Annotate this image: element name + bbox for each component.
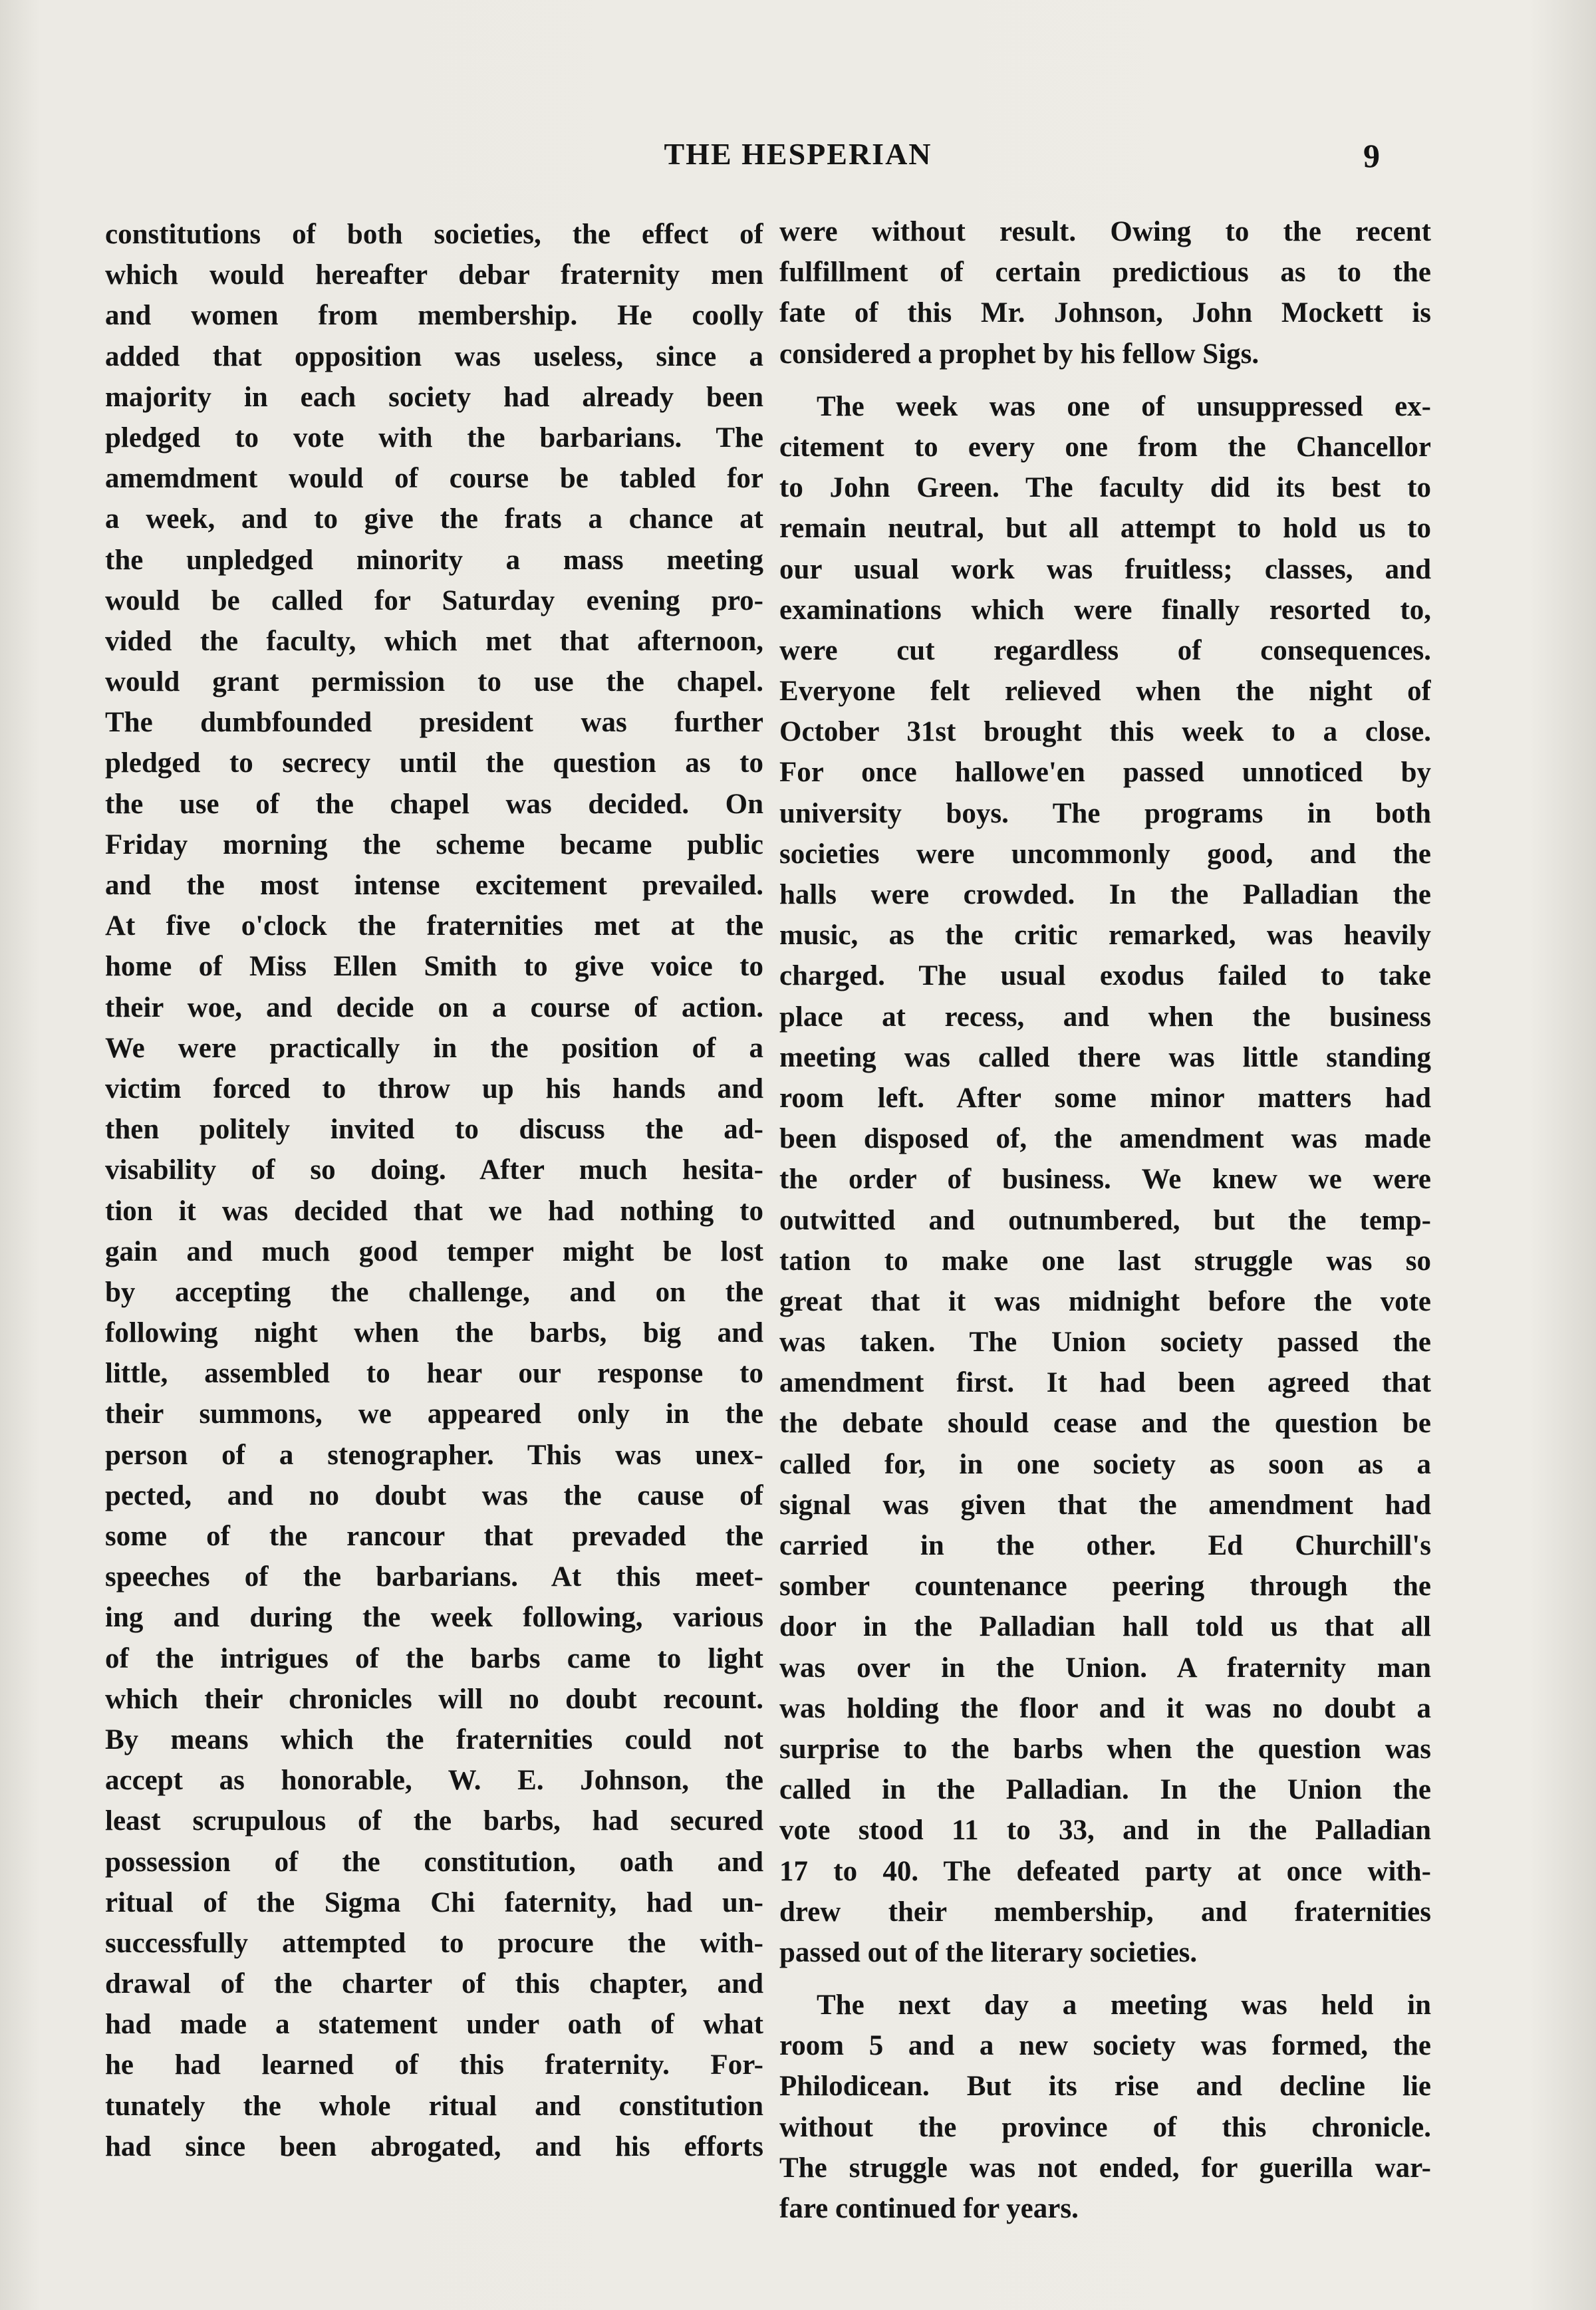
- text-line: Friday morning the scheme became public: [105, 829, 763, 860]
- text-line: successfully attempted to procure the with-: [105, 1927, 763, 1959]
- text-line: the unpledged minority a mass meeting: [105, 544, 763, 576]
- text-line: our usual work was fruitless; classes, and: [779, 553, 1431, 585]
- text-line: without the province of this chronicle.: [779, 2111, 1431, 2143]
- text-line: We were practically in the position of a: [105, 1032, 763, 1064]
- text-line: were cut regardless of consequences.: [779, 634, 1431, 666]
- text-line: would be called for Saturday evening pro-: [105, 584, 763, 616]
- text-line: were without result. Owing to the recent: [779, 216, 1431, 247]
- text-line: visability of so doing. After much hesita-: [105, 1154, 763, 1186]
- text-line: pledged to vote with the barbarians. The: [105, 422, 763, 453]
- text-line: Everyone felt relieved when the night of: [779, 676, 1431, 707]
- text-line: surprise to the barbs when the question was: [779, 1733, 1431, 1765]
- text-line: remain neutral, but all attempt to hold us to: [779, 513, 1431, 545]
- text-line: pected, and no doubt was the cause of: [105, 1479, 763, 1511]
- text-line: societies were uncommonly good, and the: [779, 838, 1431, 870]
- text-line: fulfillment of certain predictious as to the: [779, 257, 1431, 289]
- text-line: considered a prophet by his fellow Sigs.: [779, 338, 1260, 370]
- text-line: following night when the barbs, big and: [105, 1317, 763, 1349]
- text-line: ing and during the week following, various: [105, 1602, 763, 1634]
- text-line: possession of the constitution, oath and: [105, 1846, 763, 1878]
- text-line: which would hereafter debar fraternity men: [105, 259, 763, 291]
- text-line: 17 to 40. The defeated party at once with-: [779, 1855, 1431, 1887]
- text-line: fare continued for years.: [779, 2193, 1079, 2224]
- text-line: was over in the Union. A fraternity man: [779, 1652, 1431, 1684]
- text-line: home of Miss Ellen Smith to give voice to: [105, 951, 763, 983]
- text-line: meeting was called there was little standing: [779, 1041, 1431, 1073]
- text-line: was taken. The Union society passed the: [779, 1327, 1431, 1358]
- text-line: constitutions of both societies, the effect of: [105, 219, 763, 250]
- text-line: the debate should cease and the question be: [779, 1408, 1431, 1440]
- text-line: had since been abrogated, and his efforts: [105, 2130, 763, 2162]
- journal-title: THE HESPERIAN: [664, 137, 932, 171]
- text-line: charged. The usual exodus failed to take: [779, 960, 1431, 992]
- text-line: which their chronicles will no doubt recount.: [105, 1683, 763, 1715]
- text-line: pledged to secrecy until the question as to: [105, 747, 763, 779]
- text-line: Philodicean. But its rise and decline lie: [779, 2071, 1431, 2103]
- text-line: by accepting the challenge, and on the: [105, 1276, 763, 1308]
- text-line: outwitted and outnumbered, but the temp-: [779, 1204, 1431, 1236]
- text-line: The struggle was not ended, for guerilla war-: [779, 2152, 1431, 2184]
- text-line: been disposed of, the amendment was made: [779, 1123, 1431, 1155]
- text-line: fate of this Mr. Johnson, John Mockett is: [779, 297, 1431, 329]
- text-line: tunately the whole ritual and constitution: [105, 2090, 763, 2122]
- text-line: October 31st brought this week to a close.: [779, 716, 1431, 748]
- text-line: The week was one of unsuppressed ex-: [817, 390, 1431, 422]
- text-line: drew their membership, and fraternities: [779, 1896, 1431, 1928]
- text-line: gain and much good temper might be lost: [105, 1235, 763, 1267]
- text-line: tation to make one last struggle was so: [779, 1245, 1431, 1277]
- text-line: passed out of the literary societies.: [779, 1936, 1198, 1968]
- text-line: room 5 and a new society was formed, the: [779, 2030, 1431, 2062]
- text-line: The next day a meeting was held in: [817, 1989, 1431, 2021]
- text-line: ritual of the Sigma Chi faternity, had un-: [105, 1886, 763, 1918]
- text-line: vided the faculty, which met that afternoon,: [105, 625, 763, 657]
- text-line: great that it was midnight before the vote: [779, 1285, 1431, 1317]
- text-line: then politely invited to discuss the ad-: [105, 1114, 763, 1146]
- text-line: added that opposition was useless, since a: [105, 340, 763, 372]
- text-line: the order of business. We knew we were: [779, 1164, 1431, 1196]
- running-header: [0, 136, 1596, 190]
- text-line: amemdment would of course be tabled for: [105, 463, 763, 495]
- text-line: accept as honorable, W. E. Johnson, the: [105, 1765, 763, 1797]
- text-line: had made a statement under oath of what: [105, 2009, 763, 2041]
- text-line: amendment first. It had been agreed that: [779, 1367, 1431, 1399]
- text-line: signal was given that the amendment had: [779, 1489, 1431, 1521]
- text-line: was holding the floor and it was no doubt a: [779, 1692, 1431, 1724]
- paragraph: [105, 214, 763, 2167]
- text-line: and women from membership. He coolly: [105, 300, 763, 332]
- text-line: room left. After some minor matters had: [779, 1082, 1431, 1114]
- text-line: door in the Palladian hall told us that all: [779, 1611, 1431, 1643]
- paragraph-gap: [779, 374, 1431, 386]
- text-line: and the most intense excitement prevailed.: [105, 870, 763, 901]
- text-line: majority in each society had already been: [105, 381, 763, 413]
- text-line: called in the Palladian. In the Union the: [779, 1774, 1431, 1806]
- paragraph: [779, 211, 1431, 374]
- text-line: victim forced to throw up his hands and: [105, 1073, 763, 1104]
- text-line: least scrupulous of the barbs, had secured: [105, 1805, 763, 1837]
- text-line: to John Green. The faculty did its best to: [779, 472, 1431, 504]
- text-line: examinations which were finally resorted to,: [779, 594, 1431, 626]
- text-line: The dumbfounded president was further: [105, 707, 763, 739]
- text-line: place at recess, and when the business: [779, 1001, 1431, 1033]
- text-line: citement to every one from the Chancellor: [779, 431, 1431, 463]
- page-number: 9: [1363, 137, 1380, 174]
- text-line: their summons, we appeared only in the: [105, 1398, 763, 1430]
- text-line: little, assembled to hear our response to: [105, 1358, 763, 1390]
- text-line: halls were crowded. In the Palladian the: [779, 879, 1431, 910]
- text-line: At five o'clock the fraternities met at the: [105, 910, 763, 942]
- text-line: a week, and to give the frats a chance at: [105, 503, 763, 535]
- right-column: [779, 211, 1431, 2229]
- text-line: speeches of the barbarians. At this meet-: [105, 1561, 763, 1593]
- text-line: vote stood 11 to 33, and in the Palladian: [779, 1815, 1431, 1847]
- text-line: carried in the other. Ed Churchill's: [779, 1530, 1431, 1561]
- text-line: their woe, and decide on a course of action.: [105, 991, 763, 1023]
- paragraph: [779, 386, 1431, 1973]
- text-line: For once hallowe'en passed unnoticed by: [779, 757, 1431, 789]
- text-line: would grant permission to use the chapel.: [105, 666, 763, 698]
- paragraph-gap: [779, 1973, 1431, 1985]
- text-line: he had learned of this fraternity. For-: [105, 2049, 763, 2081]
- text-line: music, as the critic remarked, was heavily: [779, 920, 1431, 952]
- paragraph: [779, 1985, 1431, 2229]
- text-line: some of the rancour that prevaded the: [105, 1521, 763, 1552]
- text-line: called for, in one society as soon as a: [779, 1448, 1431, 1480]
- text-line: somber countenance peering through the: [779, 1571, 1431, 1603]
- text-line: tion it was decided that we had nothing to: [105, 1195, 763, 1227]
- text-line: university boys. The programs in both: [779, 797, 1431, 829]
- text-line: person of a stenographer. This was unex-: [105, 1439, 763, 1471]
- left-column: [105, 214, 763, 2167]
- text-line: of the intrigues of the barbs came to light: [105, 1642, 763, 1674]
- text-line: drawal of the charter of this chapter, and: [105, 1968, 763, 2000]
- text-line: the use of the chapel was decided. On: [105, 788, 763, 820]
- text-line: By means which the fraternities could not: [105, 1724, 763, 1755]
